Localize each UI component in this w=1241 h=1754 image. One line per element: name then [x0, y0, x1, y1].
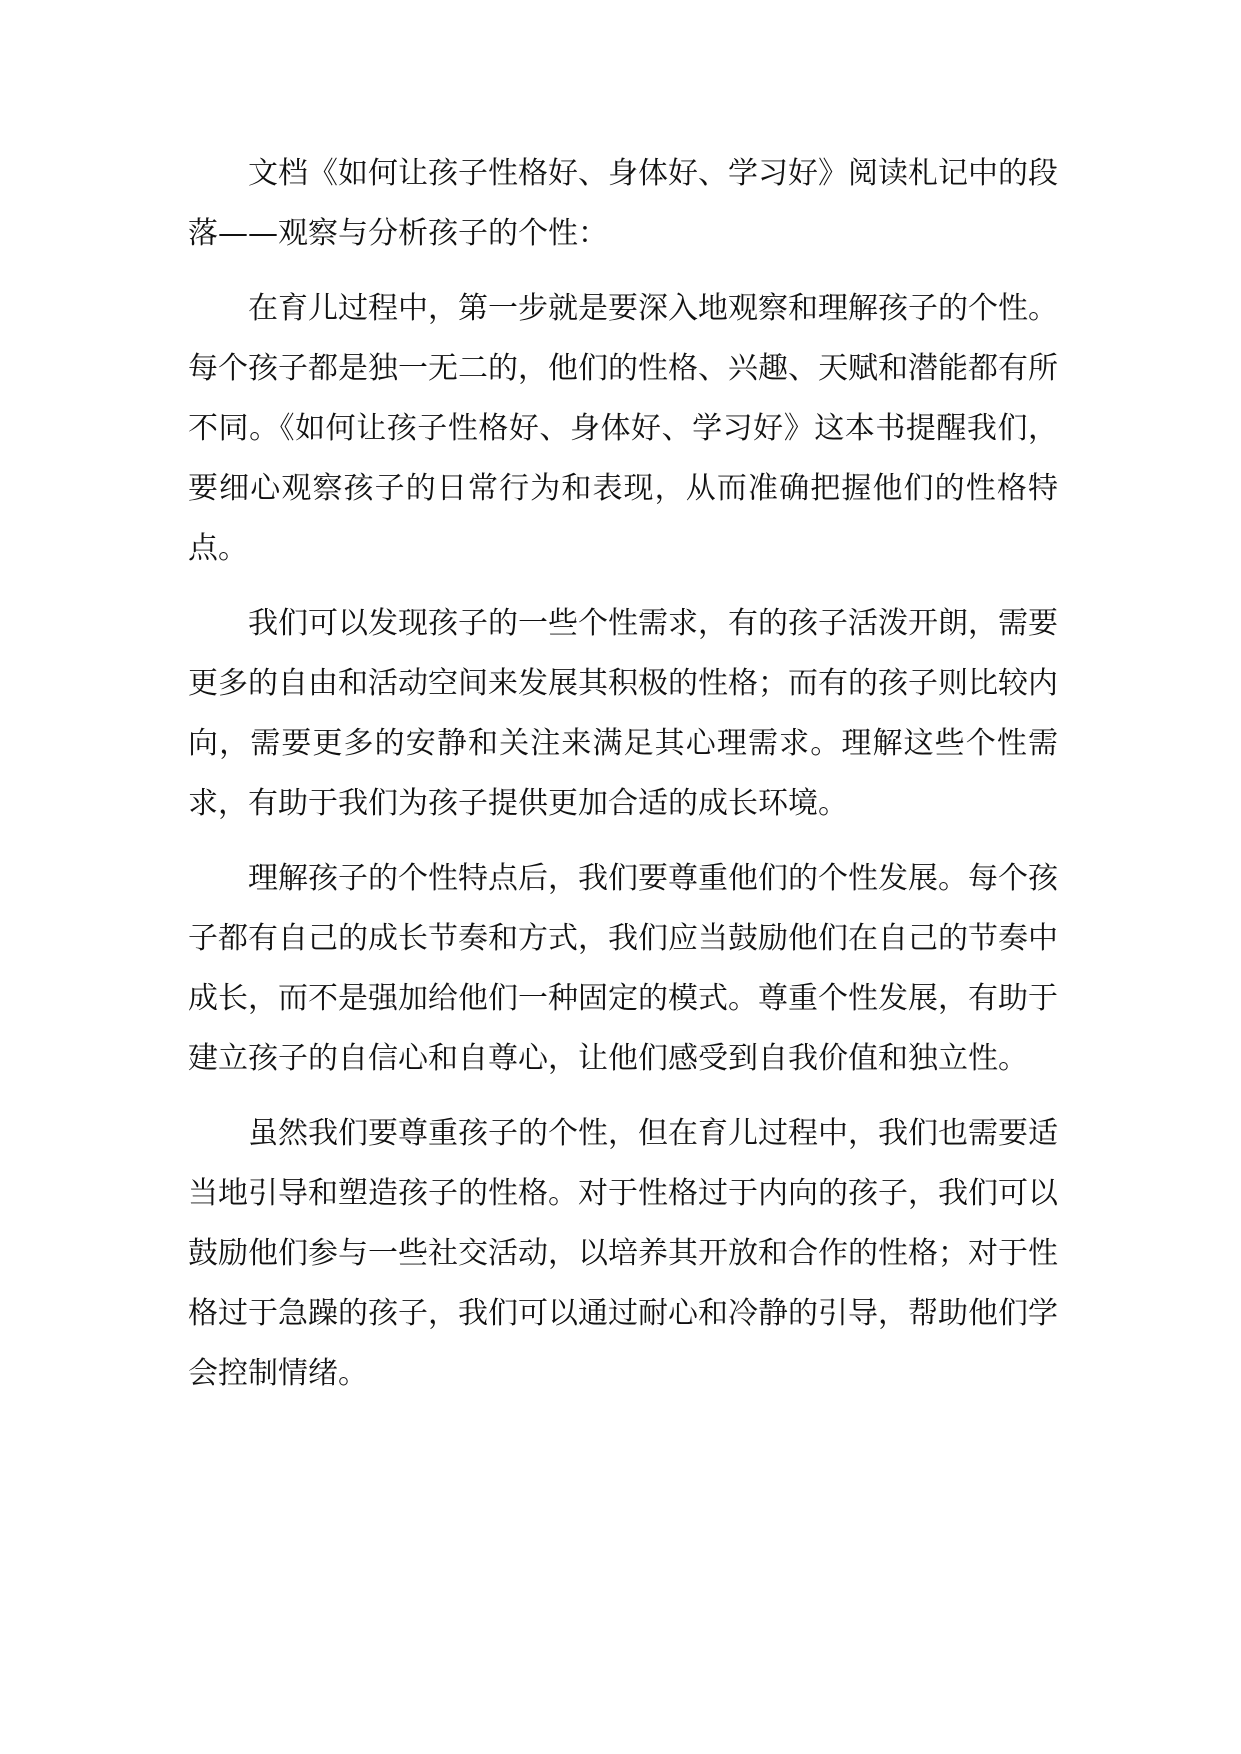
- intro-paragraph: 文档《如何让孩子性格好、身体好、学习好》阅读札记中的段落——观察与分析孩子的个性：: [188, 156, 1058, 251]
- needs-paragraph: 我们可以发现孩子的一些个性需求，有的孩子活泼开朗，需要更多的自由和活动空间来发展其积极的性格；而有的孩子则比较内向，需要更多的安静和关注来满足其心理需求。理解这些个性需求，有助于我们为孩子提供更加合适的成长环境。: [188, 606, 1058, 821]
- observation-paragraph: 在育儿过程中，第一步就是要深入地观察和理解孩子的个性。每个孩子都是独一无二的，他们的性格、兴趣、天赋和潜能都有所不同。《如何让孩子性格好、身体好、学习好》这本书提醒我们，要细心观察孩子的日常行为和表现，从而准确把握他们的性格特点。: [188, 291, 1058, 566]
- respect-paragraph: 理解孩子的个性特点后，我们要尊重他们的个性发展。每个孩子都有自己的成长节奏和方式，我们应当鼓励他们在自己的节奏中成长，而不是强加给他们一种固定的模式。尊重个性发展，有助于建立孩子的自信心和自尊心，让他们感受到自我价值和独立性。: [188, 861, 1058, 1076]
- document-body: [188, 144, 1058, 1419]
- guidance-paragraph: 虽然我们要尊重孩子的个性，但在育儿过程中，我们也需要适当地引导和塑造孩子的性格。对于性格过于内向的孩子，我们可以鼓励他们参与一些社交活动，以培养其开放和合作的性格；对于性格过于急躁的孩子，我们可以通过耐心和冷静的引导，帮助他们学会控制情绪。: [188, 1116, 1058, 1391]
